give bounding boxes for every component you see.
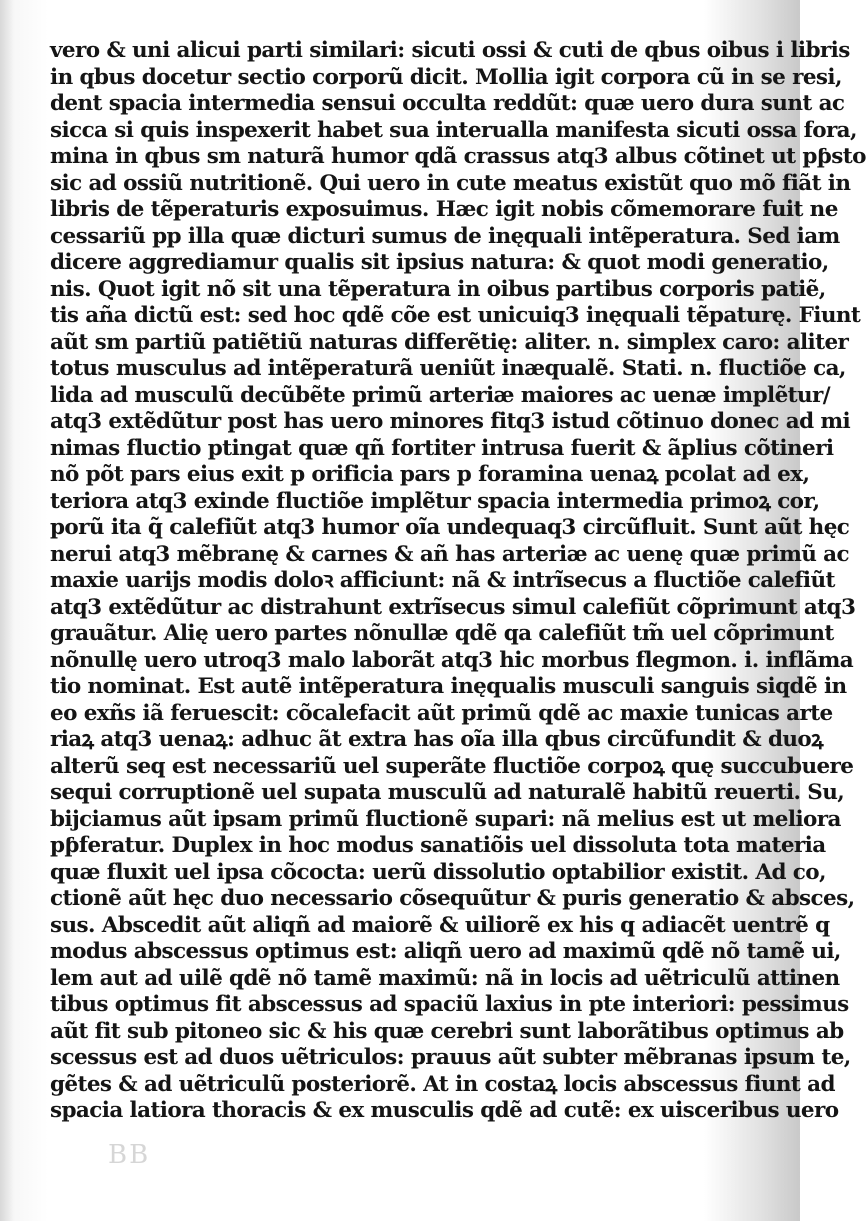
text-line: gẽtes & ad uẽtriculũ posteriorẽ. At in costaꝝ locis abscessus fiunt ad <box>50 1071 835 1097</box>
text-line: sequi corruptionẽ uel supata musculũ ad naturalẽ habitũ reuerti. Su, <box>50 780 845 805</box>
text-line: libris de tẽperaturis exposuimus. Hæc igit nobis cõmemorare fuit ne <box>50 197 838 222</box>
text-line: tis aña dictũ est: sed hoc qdẽ cõe est unicuiq3 inęquali tẽpaturę. Fiunt <box>50 303 861 328</box>
text-line: in qbus docetur sectio corporũ dicit. Mollia igit corpora cũ in se resi, <box>50 64 842 90</box>
text-line: eo exñs iã feruescit: cõcalefacit aũt primũ qdẽ ac maxie tunicas arte <box>50 700 833 726</box>
text-line: lida ad musculũ decũbẽte primũ arteriæ maiores ac uenæ implẽtur/ <box>50 382 830 408</box>
text-line: mina in qbus sm naturã humor qdã crassus atq3 albus cõtinet ut pƥsto <box>50 144 866 169</box>
text-line: riaꝝ atq3 uenaꝝ: adhuc ãt extra has oĩa illa qbus circũfundit & duoꝝ <box>50 727 823 752</box>
text-line: bijciamus aũt ipsam primũ fluctionẽ supari: nã melius est ut meliora <box>50 806 841 832</box>
text-line: porũ ita q̃ calefiũt atq3 humor oĩa undequaq3 circũfluit. Sunt aũt hęc <box>50 515 850 540</box>
text-line: spacia latiora thoracis & ex musculis qdẽ ad cutẽ: ex uisceribus uero <box>50 1098 839 1123</box>
text-line: alterũ seq est necessariũ uel superãte fluctiõe corpoꝝ quę succubuere <box>50 753 854 779</box>
text-line: maxie uarijs modis doloꝛ afficiunt: nã & intrĩsecus a fluctiõe calefiũt <box>50 568 835 593</box>
text-line: nõ põt pars eius exit p orificia pars p foramina uenaꝝ pcolat ad ex, <box>50 462 810 487</box>
text-line: dicere aggrediamur qualis sit ipsius natura: & quot modi generatio, <box>50 250 829 275</box>
text-line: cessariũ pp illa quæ dicturi sumus de inęquali intẽperatura. Sed iam <box>50 223 840 249</box>
text-line: totus musculus ad intẽperaturã ueniũt inæqualẽ. Stati. n. fluctiõe ca, <box>50 356 846 381</box>
text-line: sicca si quis inspexerit habet sua interualla manifesta sicuti ossa fora, <box>50 117 857 143</box>
text-line: atq3 extẽdũtur post has uero minores fitq3 istud cõtinuo donec ad mi <box>50 409 851 434</box>
text-line: grauãtur. Alię uero partes nõnullæ qdẽ qa calefiũt tm̃ uel cõprimunt <box>50 621 834 646</box>
text-line: nis. Quot igit nõ sit una tẽperatura in oibus partibus corporis patiẽ, <box>50 276 826 302</box>
text-line: atq3 extẽdũtur ac distrahunt extrĩsecus simul calefiũt cõprimunt atq3 <box>50 594 856 620</box>
binding-shadow <box>0 0 14 1221</box>
text-line: nimas fluctio ptingat quæ qñ fortiter intrusa fuerit & ãplius cõtineri <box>50 435 834 461</box>
text-line: nõnullę uero utroq3 malo laborãt atq3 hic morbus flegmon. i. inflãma <box>50 647 854 673</box>
text-line: modus abscessus optimus est: aliqñ uero ad maximũ qdẽ nõ tamẽ ui, <box>50 939 841 964</box>
text-line: nerui atq3 mẽbranę & carnes & añ has arteriæ ac uenę quæ primũ ac <box>50 541 849 567</box>
text-line: vero & uni alicui parti similari: sicuti ossi & cuti de qbus oibus i libris <box>50 38 850 63</box>
text-line: lem aut ad uilẽ qdẽ nõ tamẽ maximũ: nã in locis ad uẽtriculũ attinen <box>50 965 840 991</box>
text-line: aũt fit sub pitoneo sic & his quæ cerebri sunt laborãtibus optimus ab <box>50 1018 844 1044</box>
text-line: pƥferatur. Duplex in hoc modus sanatiõis uel dissoluta tota materia <box>50 833 826 858</box>
text-line: ctionẽ aũt hęc duo necessario cõsequũtur & puris generatio & absces, <box>50 886 855 911</box>
text-line: aũt sm partiũ patiẽtiũ naturas differẽtię: aliter. n. simplex caro: aliter <box>50 329 849 355</box>
text-line: teriora atq3 exinde fluctiõe implẽtur spacia intermedia primoꝝ cor, <box>50 488 820 514</box>
text-line: sus. Abscedit aũt aliqñ ad maiorẽ & uiliorẽ ex his q adiacẽt uentrẽ q <box>50 912 830 938</box>
text-line: quæ fluxit uel ipsa cõcocta: uerũ dissolutio optabilior existit. Ad co, <box>50 859 826 885</box>
body-text <box>50 38 866 1125</box>
text-line: tio nominat. Est autẽ intẽperatura inęqualis musculi sanguis siqdẽ in <box>50 674 847 699</box>
bleed-through-mark: BB <box>108 1140 151 1170</box>
text-line: dent spacia intermedia sensui occulta reddũt: quæ uero dura sunt ac <box>50 91 845 116</box>
text-line: sic ad ossiũ nutritionẽ. Qui uero in cute meatus existũt quo mõ fiãt in <box>50 170 851 196</box>
text-line: scessus est ad duos uẽtriculos: prauus aũt subter mẽbranas ipsum te, <box>50 1045 851 1070</box>
text-line: tibus optimus fit abscessus ad spaciũ laxius in pte interiori: pessimus <box>50 992 849 1017</box>
